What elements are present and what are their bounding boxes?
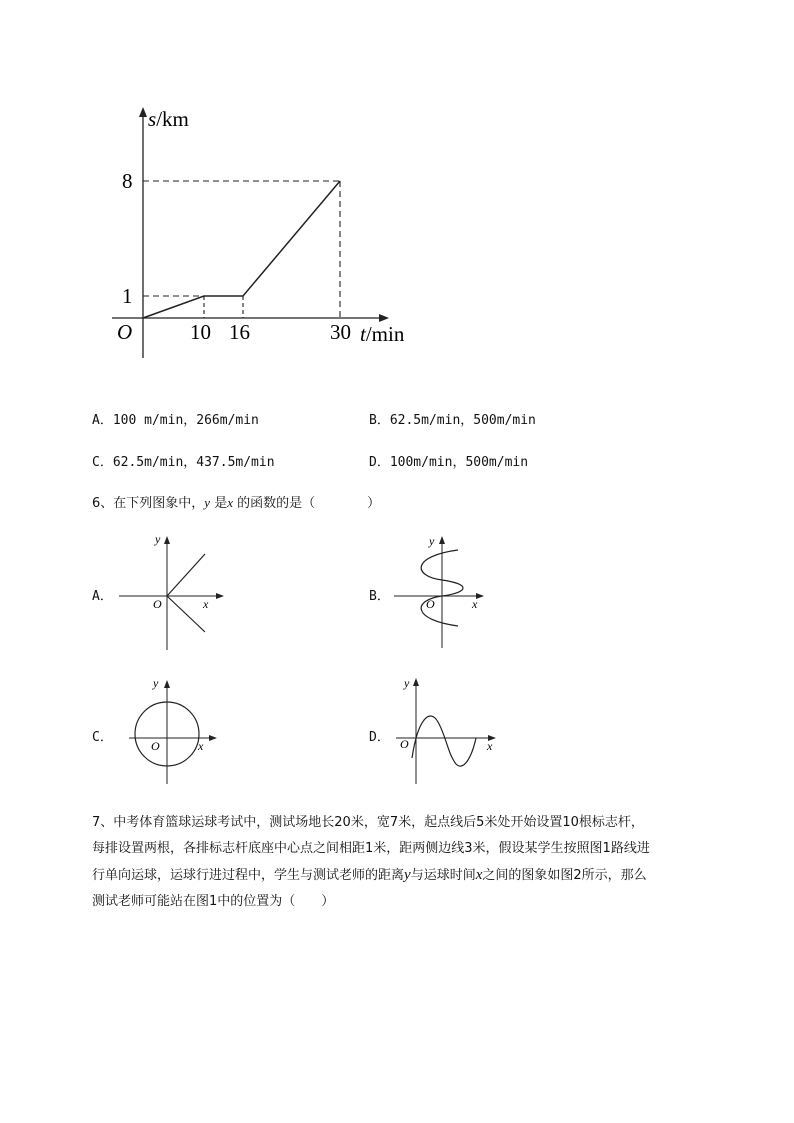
x-tick-30: 30 bbox=[330, 320, 351, 344]
q6-graph-a bbox=[115, 530, 230, 652]
x-tick-10: 10 bbox=[190, 320, 211, 344]
axis-y-arrow bbox=[439, 536, 445, 544]
label-o: O bbox=[151, 739, 160, 753]
label-x: x bbox=[203, 597, 209, 611]
q6-label-c: C． bbox=[92, 730, 113, 745]
axis-y-arrow bbox=[164, 680, 170, 688]
label-o: O bbox=[426, 597, 435, 611]
q6-label-d: D． bbox=[369, 730, 390, 745]
ray-upper bbox=[167, 554, 205, 596]
label-x: x bbox=[198, 739, 204, 753]
sine-curve bbox=[412, 716, 476, 766]
q5-option-d: D．100m/min，500m/min bbox=[369, 455, 529, 470]
axis-y-arrow bbox=[413, 678, 419, 686]
label-y: y bbox=[155, 532, 161, 546]
q6-label-b: B． bbox=[369, 589, 390, 604]
x-tick-16: 16 bbox=[229, 320, 250, 344]
x-axis-label: t/min bbox=[360, 322, 405, 346]
q6-label-a: A． bbox=[92, 589, 113, 604]
q6-graph-d bbox=[392, 672, 504, 790]
q7-line-2: 每排设置两根，各排标志杆底座中心点之间相距1米，距两侧边线3米，假设某学生按照图1路线进 bbox=[92, 841, 650, 856]
y-axis-label: s/km bbox=[148, 107, 189, 131]
label-y: y bbox=[153, 676, 159, 690]
y-axis-arrow bbox=[139, 107, 147, 117]
label-o: O bbox=[400, 737, 409, 751]
origin-label: O bbox=[117, 320, 133, 344]
q5-option-b: B．62.5m/min，500m/min bbox=[369, 413, 536, 428]
q6-graph-b bbox=[390, 530, 490, 652]
axis-y-arrow bbox=[164, 536, 170, 544]
label-y: y bbox=[404, 676, 410, 690]
q6-graph-c bbox=[125, 672, 225, 790]
y-tick-8: 8 bbox=[122, 169, 133, 193]
axis-x-arrow bbox=[209, 735, 217, 741]
distance-curve bbox=[143, 181, 340, 318]
label-x: x bbox=[487, 739, 493, 753]
x-axis-arrow bbox=[379, 314, 389, 322]
q6-stem: 6、在下列图象中，y 是x 的函数的是（ ） bbox=[92, 495, 381, 511]
q7-line-3: 行单向运球，运球行进过程中，学生与测试老师的距离y与运球时间x之间的图象如图2所示，那么 bbox=[92, 867, 647, 883]
distance-time-graph bbox=[100, 95, 430, 370]
q5-option-a: A．100 m/min，266m/min bbox=[92, 413, 259, 428]
q5-option-c: C．62.5m/min，437.5m/min bbox=[92, 455, 275, 470]
axis-x-arrow bbox=[216, 593, 224, 599]
q7-paragraph bbox=[92, 810, 732, 915]
label-y: y bbox=[429, 534, 435, 548]
y-tick-1: 1 bbox=[122, 284, 133, 308]
ray-lower bbox=[167, 596, 205, 632]
q7-line-1: 7、中考体育篮球运球考试中，测试场地长20米，宽7米，起点线后5米处开始设置10根标志杆， bbox=[92, 815, 644, 830]
q7-line-4: 测试老师可能站在图1中的位置为（ ） bbox=[92, 894, 335, 909]
label-x: x bbox=[472, 597, 478, 611]
label-o: O bbox=[153, 597, 162, 611]
